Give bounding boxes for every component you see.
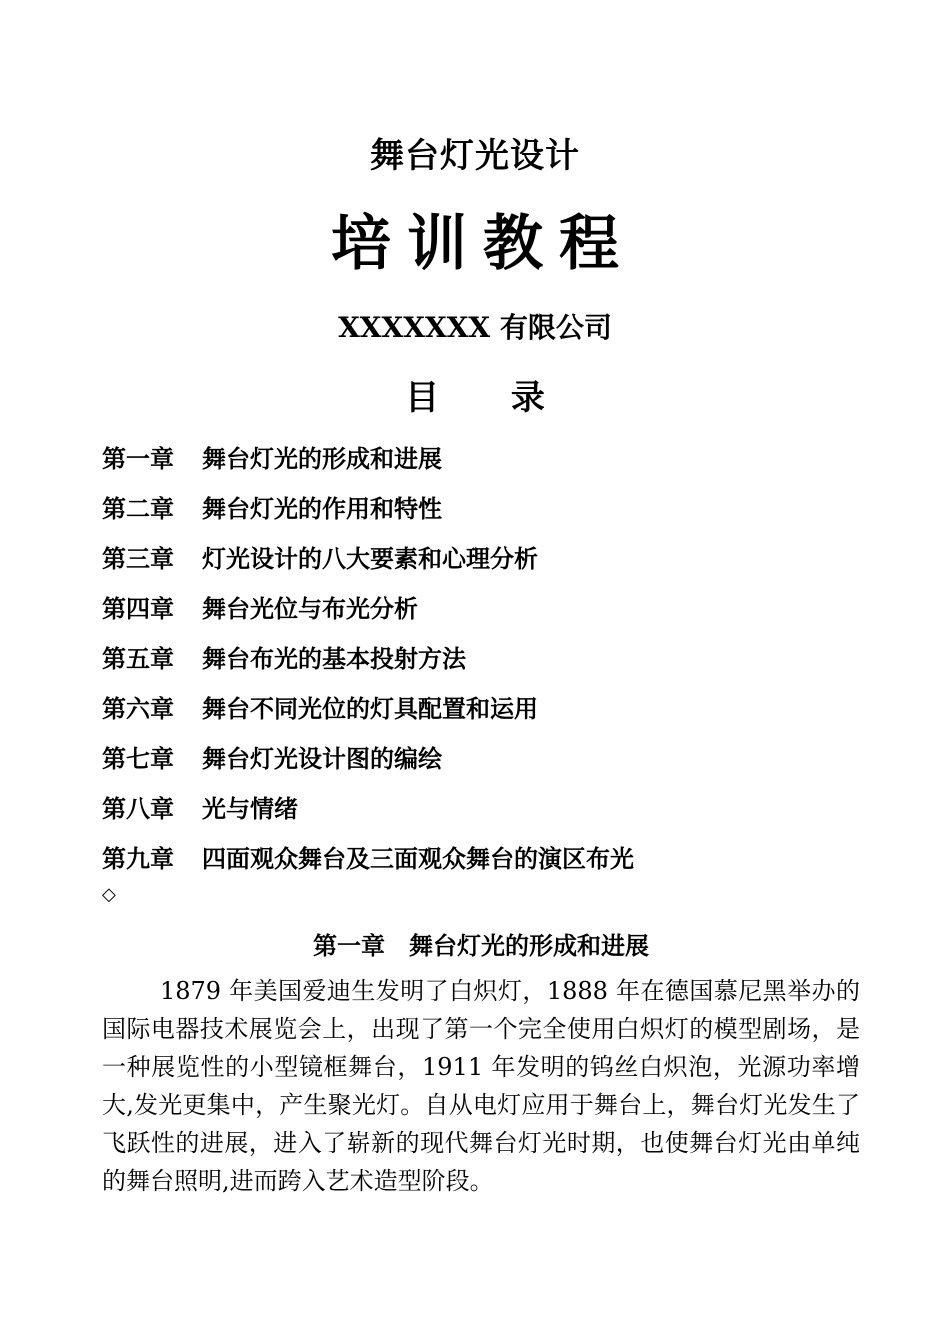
toc-chapter-number: 第八章 bbox=[102, 794, 174, 823]
toc-chapter-number: 第三章 bbox=[102, 544, 174, 573]
toc-item bbox=[102, 440, 882, 490]
toc-chapter-title: 舞台灯光设计图的编绘 bbox=[202, 744, 442, 773]
toc-chapter-title: 四面观众舞台及三面观众舞台的演区布光 bbox=[202, 844, 634, 873]
toc-chapter-title: 舞台布光的基本投射方法 bbox=[202, 644, 466, 673]
table-of-contents bbox=[102, 440, 882, 890]
body-paragraph: 1879 年美国爱迪生发明了白炽灯，1888 年在德国慕尼黑举办的国际电器技术展览会上，出现了第一个完全使用白炽灯的模型剧场，是一种展览性的小型镜框舞台，1911 年发明的钨丝白炽泡，光源功率增大,发光更集中，产生聚光灯。自从电灯应用于舞台上，舞台灯光发生了飞跃性的进展，进入了崭新的现代舞台灯光时期，也使舞台灯光由单纯的舞台照明,进而跨入艺术造型阶段。 bbox=[102, 977, 860, 1195]
toc-chapter-number: 第七章 bbox=[102, 744, 174, 773]
toc-chapter-number: 第一章 bbox=[102, 444, 174, 473]
toc-chapter-number: 第六章 bbox=[102, 694, 174, 723]
company-name: XXXXXXX 有限公司 bbox=[338, 311, 612, 344]
toc-chapter-number: 第九章 bbox=[102, 844, 174, 873]
toc-item bbox=[102, 490, 882, 540]
toc-item bbox=[102, 740, 882, 790]
toc-item bbox=[102, 690, 882, 740]
toc-heading: 目 录 bbox=[405, 378, 575, 418]
toc-chapter-number: 第五章 bbox=[102, 644, 174, 673]
toc-chapter-number: 第二章 bbox=[102, 494, 174, 523]
toc-item bbox=[102, 640, 882, 690]
chapter-body bbox=[102, 972, 860, 1200]
toc-item bbox=[102, 590, 882, 640]
chapter-title: 舞台灯光的形成和进展 bbox=[409, 931, 649, 960]
toc-item bbox=[102, 790, 882, 840]
toc-chapter-title: 舞台不同光位的灯具配置和运用 bbox=[202, 694, 538, 723]
toc-chapter-title: 光与情绪 bbox=[202, 794, 298, 823]
document-title: 舞台灯光设计 bbox=[370, 136, 580, 176]
toc-item bbox=[102, 840, 882, 890]
toc-chapter-number: 第四章 bbox=[102, 594, 174, 623]
diamond-marker: ◇ bbox=[102, 884, 116, 905]
chapter-heading bbox=[0, 926, 950, 961]
toc-item bbox=[102, 540, 882, 590]
toc-chapter-title: 灯光设计的八大要素和心理分析 bbox=[202, 544, 538, 573]
document-subtitle: 培训教程 bbox=[331, 209, 635, 279]
toc-chapter-title: 舞台光位与布光分析 bbox=[202, 594, 418, 623]
toc-chapter-title: 舞台灯光的形成和进展 bbox=[202, 444, 442, 473]
chapter-number: 第一章 bbox=[313, 931, 385, 960]
toc-chapter-title: 舞台灯光的作用和特性 bbox=[202, 494, 442, 523]
